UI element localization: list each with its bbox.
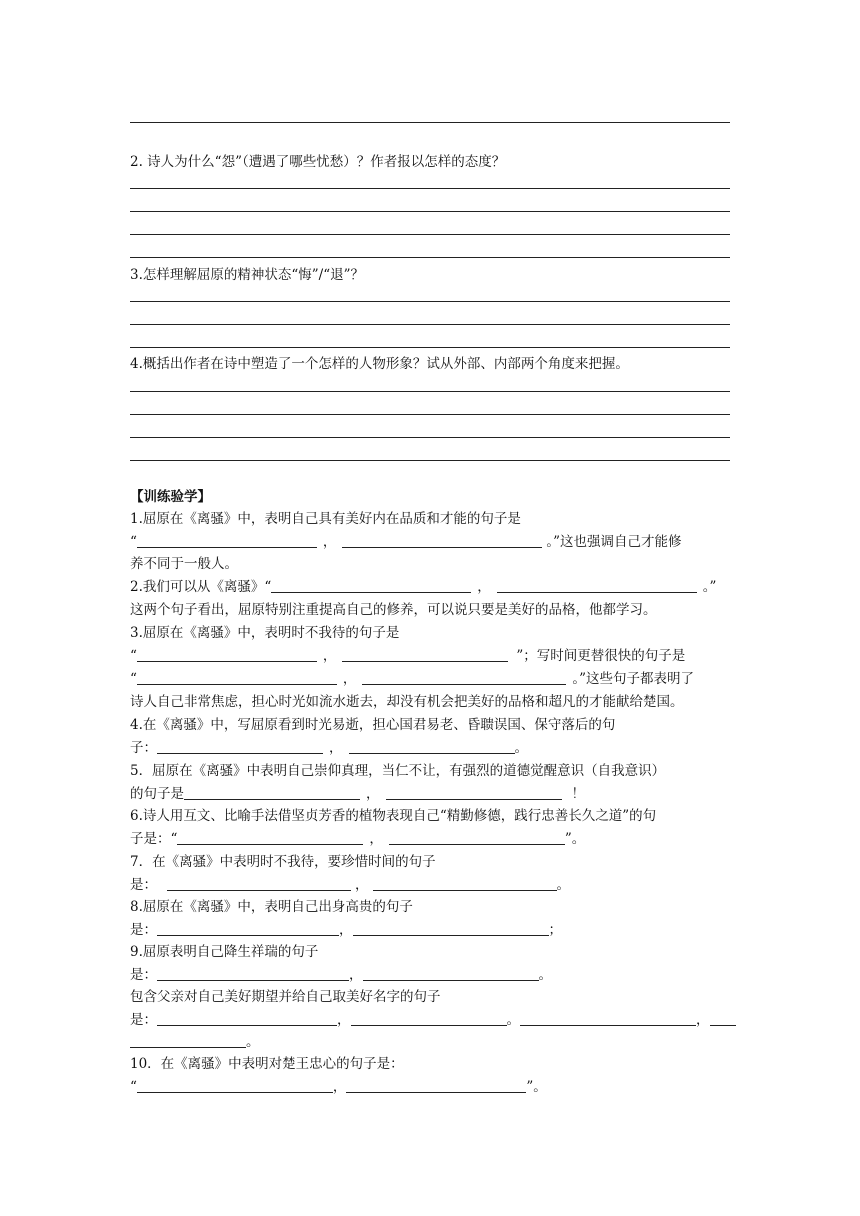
answer-blank[interactable] — [497, 577, 697, 593]
item-1-prompt: 1.屈原在《离骚》中，表明自己具有美好内在品质和才能的句子是 — [130, 511, 521, 527]
answer-blank[interactable] — [157, 920, 339, 936]
item-9-prompt-2: 包含父亲对自己美好期望并给自己取美好名字的句子 — [130, 989, 441, 1005]
item-9-answer-row-3 — [130, 1032, 260, 1052]
item-5-tail: ！ — [571, 786, 585, 802]
item-6-answer-row — [130, 829, 585, 849]
answer-blank[interactable] — [177, 829, 363, 845]
answer-line — [130, 414, 730, 415]
comma: ， — [369, 831, 383, 847]
item-8-tail: ； — [548, 922, 562, 938]
answer-blank[interactable] — [137, 669, 337, 685]
answer-blank[interactable] — [184, 784, 360, 800]
item-7-prompt: 7．在《离骚》中表明时不我待，要珍惜时间的句子 — [130, 854, 436, 870]
item-3-answer-row-1 — [130, 646, 685, 666]
item-1-continuation: 养不同于一般人。 — [130, 556, 238, 572]
answer-blank[interactable] — [346, 1077, 526, 1093]
item-1-answer-row — [130, 532, 682, 552]
item-9-answer-row-2 — [130, 1010, 736, 1030]
answer-blank[interactable] — [137, 532, 317, 548]
answer-blank[interactable] — [386, 784, 562, 800]
item-3-prompt: 3.屈原在《离骚》中，表明时不我待的句子是 — [130, 625, 400, 641]
section-title: 【训练验学】 — [130, 489, 211, 505]
open-quote: “ — [130, 671, 137, 687]
answer-line — [130, 347, 730, 348]
answer-line — [130, 188, 730, 189]
answer-line — [130, 257, 730, 258]
answer-blank[interactable] — [167, 875, 351, 891]
answer-blank[interactable] — [342, 646, 508, 662]
item-4-head: 子： — [130, 740, 157, 756]
item-10-prompt: 10．在《离骚》中表明对楚王忠心的句子是： — [130, 1056, 404, 1072]
answer-blank[interactable] — [710, 1010, 736, 1026]
comma: ， — [696, 1012, 710, 1028]
item-3-mid: ”；写时间更替很快的句子是 — [516, 648, 686, 664]
answer-blank[interactable] — [342, 532, 542, 548]
comma: ， — [355, 877, 369, 893]
comma: ， — [349, 967, 363, 983]
answer-line — [130, 301, 730, 302]
item-4-prompt: 4.在《离骚》中，写屈原看到时光易逝，担心国君易老、昏聩误国、保守落后的句 — [130, 717, 616, 733]
item-8-head: 是： — [130, 922, 157, 938]
item-4-answer-row — [130, 738, 528, 758]
answer-blank[interactable] — [130, 1032, 246, 1048]
open-quote: “ — [130, 648, 137, 664]
item-9-tail-2: 。 — [246, 1034, 260, 1050]
answer-line — [130, 234, 730, 235]
question-2: 2. 诗人为什么“怨”（遭遇了哪些忧愁）？作者报以怎样的态度？ — [130, 154, 506, 170]
comma: ， — [329, 740, 343, 756]
comma: ， — [342, 671, 357, 687]
answer-line — [130, 391, 730, 392]
item-9-tail: 。 — [538, 967, 552, 983]
answer-blank[interactable] — [157, 1010, 337, 1026]
answer-line — [130, 437, 730, 438]
item-2-head: 2.我们可以从《离骚》“ — [130, 579, 272, 595]
item-9-answer-row — [130, 965, 552, 985]
answer-blank[interactable] — [363, 965, 539, 981]
answer-blank[interactable] — [349, 738, 515, 754]
item-5-prompt: 5．屈原在《离骚》中表明自己崇仰真理，当仁不让，有强烈的道德觉醒意识（自我意识） — [130, 763, 666, 779]
answer-blank[interactable] — [389, 829, 565, 845]
answer-line — [130, 211, 730, 212]
period: 。 — [506, 1012, 520, 1028]
answer-blank[interactable] — [271, 577, 471, 593]
item-9-prompt: 9.屈原表明自己降生祥瑞的句子 — [130, 944, 319, 960]
item-3-answer-row-2 — [130, 669, 694, 689]
answer-blank[interactable] — [157, 965, 349, 981]
comma: ， — [337, 1012, 351, 1028]
item-9-head: 是： — [130, 967, 157, 983]
item-7-answer-row — [130, 875, 570, 895]
answer-line — [130, 324, 730, 325]
comma: ， — [477, 579, 491, 595]
item-2-continuation: 这两个句子看出，屈原特别注重提高自己的修养，可以说只要是美好的品格，他都学习。 — [130, 602, 657, 618]
answer-blank[interactable] — [353, 920, 549, 936]
comma: ， — [339, 922, 353, 938]
answer-blank[interactable] — [137, 1077, 333, 1093]
item-8-prompt: 8.屈原在《离骚》中，表明自己出身高贵的句子 — [130, 899, 413, 915]
item-6-head: 子是：“ — [130, 831, 178, 847]
answer-blank[interactable] — [520, 1010, 696, 1026]
item-3-tail: 。”这些句子都表明了 — [572, 671, 695, 687]
comma: ， — [366, 786, 380, 802]
answer-blank[interactable] — [157, 738, 323, 754]
item-10-tail: ”。 — [526, 1079, 547, 1095]
answer-blank[interactable] — [137, 646, 317, 662]
answer-blank[interactable] — [362, 669, 566, 685]
answer-blank[interactable] — [351, 1010, 507, 1026]
item-8-answer-row — [130, 920, 562, 940]
open-quote: “ — [130, 534, 137, 550]
answer-blank[interactable] — [373, 875, 557, 891]
item-6-prompt: 6.诗人用互文、比喻手法借坚贞芳香的植物表现自己“精勤修德，践行忠善长久之道”的句 — [130, 808, 657, 824]
item-1-tail: 。”这也强调自己才能修 — [546, 534, 682, 550]
answer-line — [130, 122, 730, 123]
open-quote: “ — [130, 1079, 137, 1095]
item-2-answer-row — [130, 577, 716, 597]
item-7-head: 是： — [130, 877, 157, 893]
question-4: 4.概括出作者在诗中塑造了一个怎样的人物形象？试从外部、内部两个角度来把握。 — [130, 356, 629, 372]
comma: ， — [322, 534, 337, 550]
item-7-tail: 。 — [556, 877, 570, 893]
comma: ， — [322, 648, 337, 664]
item-9-head-2: 是： — [130, 1012, 157, 1028]
question-3: 3.怎样理解屈原的精神状态“悔”/“退”？ — [130, 267, 365, 283]
comma: ， — [332, 1079, 347, 1095]
item-4-tail: 。 — [514, 740, 528, 756]
item-3-continuation: 诗人自己非常焦虑，担心时光如流水逝去，却没有机会把美好的品格和超凡的才能献给楚国。 — [130, 694, 684, 710]
item-5-answer-row — [130, 784, 585, 804]
item-2-tail: 。” — [702, 579, 717, 595]
item-5-head: 的句子是 — [130, 786, 184, 802]
answer-line — [130, 460, 730, 461]
item-6-tail: ”。 — [564, 831, 586, 847]
item-10-answer-row — [130, 1077, 547, 1097]
